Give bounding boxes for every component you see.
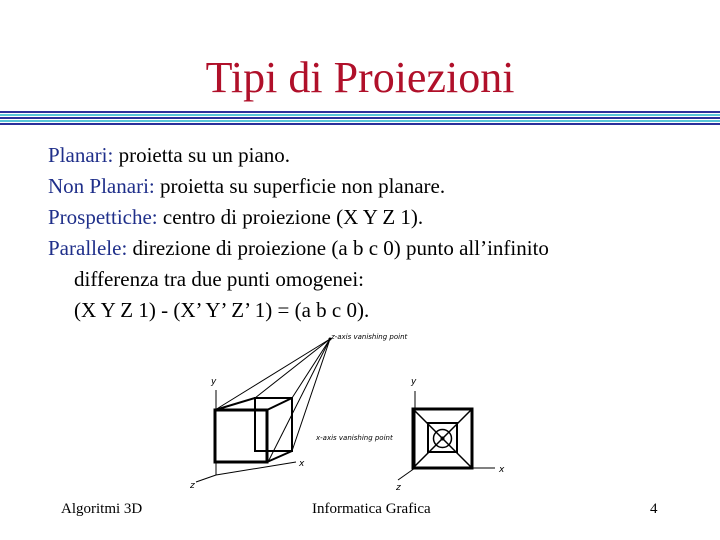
frontal-cube <box>398 391 495 480</box>
bullet-term: Prospettiche: <box>48 205 158 229</box>
axis-label-y: y <box>211 377 217 387</box>
slide-title: Tipi di Proiezioni <box>205 53 515 102</box>
bullet-prospettiche <box>48 202 549 233</box>
bullet-planari <box>48 140 549 171</box>
bullet-list <box>48 140 549 326</box>
x-vanishing-label: x-axis vanishing point <box>316 434 393 442</box>
axis-label-x: x <box>299 459 305 469</box>
page-number: 4 <box>650 501 658 517</box>
bullet-text: direzione di proiezione (a b c 0) punto all’infinito <box>127 236 549 260</box>
bullet-term: Planari: <box>48 143 114 167</box>
bullet-parallele <box>48 233 549 264</box>
bullet-non-planari <box>48 171 549 202</box>
bullet-continuation: differenza tra due punti omogenei: <box>74 267 365 291</box>
footer-left: Algoritmi 3D <box>61 501 143 517</box>
axis-label-z: z <box>190 481 195 491</box>
z-vanishing-label: z-axis vanishing point <box>331 333 408 341</box>
vanishing-point <box>329 338 332 341</box>
footer-center: Informatica Grafica <box>312 501 431 517</box>
bullet-continuation: (X Y Z 1) - (X’ Y’ Z’ 1) = (a b c 0). <box>74 298 370 322</box>
bullet-term: Parallele: <box>48 236 128 260</box>
bullet-text: centro di proiezione (X Y Z 1). <box>157 205 424 229</box>
bullet-text: proietta su un piano. <box>113 143 291 167</box>
perspective-cube <box>196 339 330 482</box>
axis-label-z: z <box>396 483 401 493</box>
axis-label-x: x <box>499 465 505 475</box>
axis-label-y: y <box>411 377 417 387</box>
bullet-text: proietta su superficie non planare. <box>154 174 446 198</box>
center-vanishing-point <box>441 437 445 441</box>
bullet-term: Non Planari: <box>48 174 155 198</box>
